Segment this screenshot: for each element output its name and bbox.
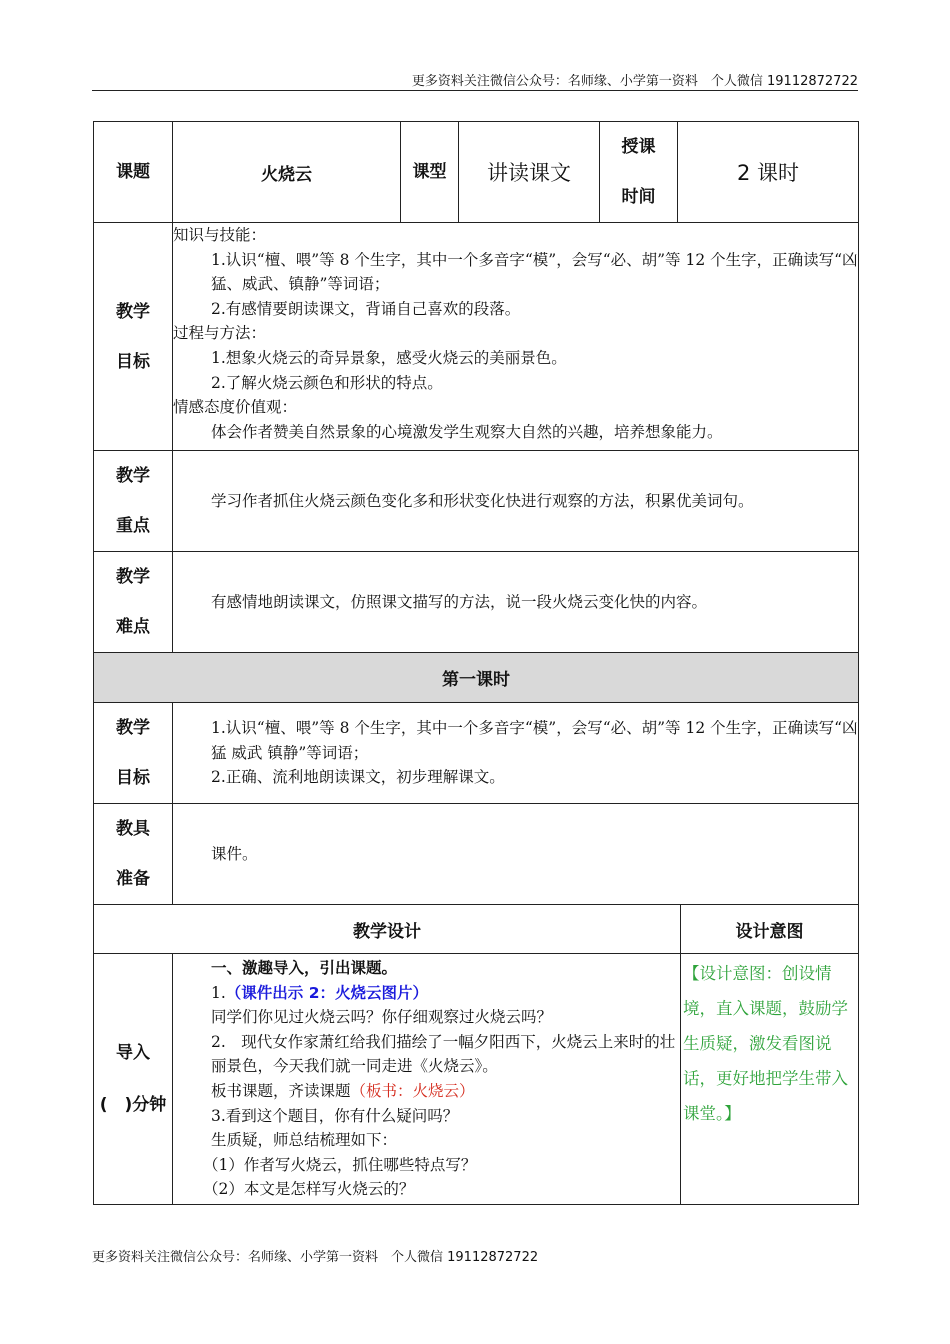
intro-line-4 bbox=[173, 1079, 680, 1104]
intro-line-1 bbox=[173, 981, 680, 1006]
goals-line: 2.有感情要朗读课文，背诵自己喜欢的段落。 bbox=[211, 299, 521, 318]
topic-value: 火烧云 bbox=[173, 122, 401, 223]
intro-label-line-1: 导入 bbox=[116, 1043, 150, 1063]
intro-line-8: （2）本文是怎样写火烧云的？ bbox=[203, 1180, 415, 1199]
header-note: 更多资料关注微信公众号：名师缘、小学第一资料 个人微信 19112872722 bbox=[411, 74, 858, 89]
difficulties-label-line-2: 难点 bbox=[116, 617, 150, 637]
goals-content bbox=[173, 223, 859, 451]
intro-line-3: 2. 现代女作家萧红给我们描绘了一幅夕阳西下，火烧云上来时的壮丽景色，今天我们就一同走进《火烧云》。 bbox=[211, 1032, 676, 1076]
difficulties-label-line-1: 教学 bbox=[116, 567, 150, 587]
key-points-content bbox=[173, 451, 859, 552]
goals-line: 1.想象火烧云的奇异景象，感受火烧云的美丽景色。 bbox=[211, 348, 567, 367]
key-points-label-line-2: 重点 bbox=[116, 516, 150, 536]
intro-line-6: 生质疑，师总结梳理如下： bbox=[211, 1131, 398, 1150]
intro-line-5: 3.看到这个题目，你有什么疑问吗？ bbox=[211, 1106, 459, 1125]
key-points-row bbox=[94, 451, 859, 552]
key-points-label-line-1: 教学 bbox=[116, 466, 150, 486]
materials-row bbox=[94, 804, 859, 905]
goals-line: 体会作者赞美自然景象的心境激发学生观察大自然的兴趣，培养想象能力。 bbox=[211, 422, 723, 441]
materials-text: 课件。 bbox=[211, 844, 258, 863]
board-note: （板书：火烧云） bbox=[350, 1081, 475, 1100]
intro-content bbox=[173, 954, 681, 1205]
goals-line: 知识与技能： bbox=[173, 226, 267, 244]
type-value: 讲读课文 bbox=[459, 122, 600, 223]
intro-label-line-2: ( )分钟 bbox=[99, 1095, 167, 1115]
materials-content bbox=[173, 804, 859, 905]
info-row bbox=[94, 122, 859, 223]
goals-label-line-1: 教学 bbox=[116, 301, 150, 322]
goals-line: 1.认识“檀、喂”等 8 个生字，其中一个多音字“模”，会写“必、胡”等 12 个生字，正确读写“凶猛、威武、镇静”等词语； bbox=[211, 250, 858, 294]
lesson-goals-content bbox=[173, 703, 859, 804]
lesson-goals-row bbox=[94, 703, 859, 804]
time-label-line-1: 授课 bbox=[621, 137, 656, 157]
design-header-right: 设计意图 bbox=[681, 905, 859, 954]
type-label: 课型 bbox=[401, 122, 459, 223]
goals-row bbox=[94, 223, 859, 451]
lesson-goals-line: 2.正确、流利地朗读课文，初步理解课文。 bbox=[211, 768, 505, 787]
goals-label-line-2: 目标 bbox=[116, 351, 150, 372]
time-label bbox=[600, 122, 678, 223]
lesson-plan-table bbox=[93, 121, 859, 1205]
header-rule bbox=[92, 90, 858, 91]
intro-line-4-text: 板书课题，齐读课题 bbox=[211, 1081, 351, 1100]
difficulties-label bbox=[94, 552, 173, 653]
difficulties-text: 有感情地朗读课文，仿照课文描写的方法，说一段火烧云变化快的内容。 bbox=[211, 592, 708, 611]
difficulties-content bbox=[173, 552, 859, 653]
intro-row bbox=[94, 954, 859, 1205]
lesson-title: 第一课时 bbox=[94, 653, 859, 703]
intro-heading: 一、激趣导入，引出课题。 bbox=[211, 959, 398, 977]
lesson-goals-label-line-1: 教学 bbox=[116, 718, 150, 738]
design-header-left: 教学设计 bbox=[94, 905, 681, 954]
intro-line-1-num: 1. bbox=[211, 983, 226, 1002]
difficulties-row bbox=[94, 552, 859, 653]
key-points-label bbox=[94, 451, 173, 552]
topic-label: 课题 bbox=[94, 122, 173, 223]
materials-label-line-1: 教具 bbox=[116, 819, 150, 839]
key-points-text: 学习作者抓住火烧云颜色变化多和形状变化快进行观察的方法，积累优美词句。 bbox=[211, 491, 754, 510]
lesson-goals-label-line-2: 目标 bbox=[116, 768, 150, 788]
goals-line: 过程与方法： bbox=[173, 324, 267, 343]
lesson-goals-label bbox=[94, 703, 173, 804]
intro-label bbox=[94, 954, 173, 1205]
time-label-line-2: 时间 bbox=[621, 187, 656, 207]
goals-line: 2.了解火烧云颜色和形状的特点。 bbox=[211, 373, 443, 392]
design-header-row bbox=[94, 905, 859, 954]
materials-label-line-2: 准备 bbox=[116, 869, 150, 889]
courseware-note: （课件出示 2：火烧云图片） bbox=[225, 983, 428, 1002]
intro-line-2: 同学们你见过火烧云吗？你仔细观察过火烧云吗？ bbox=[211, 1008, 553, 1027]
goals-line: 情感态度价值观： bbox=[173, 398, 298, 417]
materials-label bbox=[94, 804, 173, 905]
lesson-title-row bbox=[94, 653, 859, 703]
design-intent: 【设计意图：创设情境，直入课题，鼓励学生质疑，激发看图说话，更好地把学生带入课堂。】 bbox=[681, 954, 859, 1205]
footer-note: 更多资料关注微信公众号：名师缘、小学第一资料 个人微信 19112872722 bbox=[92, 1250, 539, 1265]
lesson-goals-line: 1.认识“檀、喂”等 8 个生字，其中一个多音字“模”，会写“必、胡”等 12 个生字，正确读写“凶猛 威武 镇静”等词语； bbox=[211, 719, 858, 762]
goals-label bbox=[94, 223, 173, 451]
time-value: 2 课时 bbox=[678, 122, 859, 223]
intro-line-7: （1）作者写火烧云，抓住哪些特点写？ bbox=[203, 1155, 477, 1174]
